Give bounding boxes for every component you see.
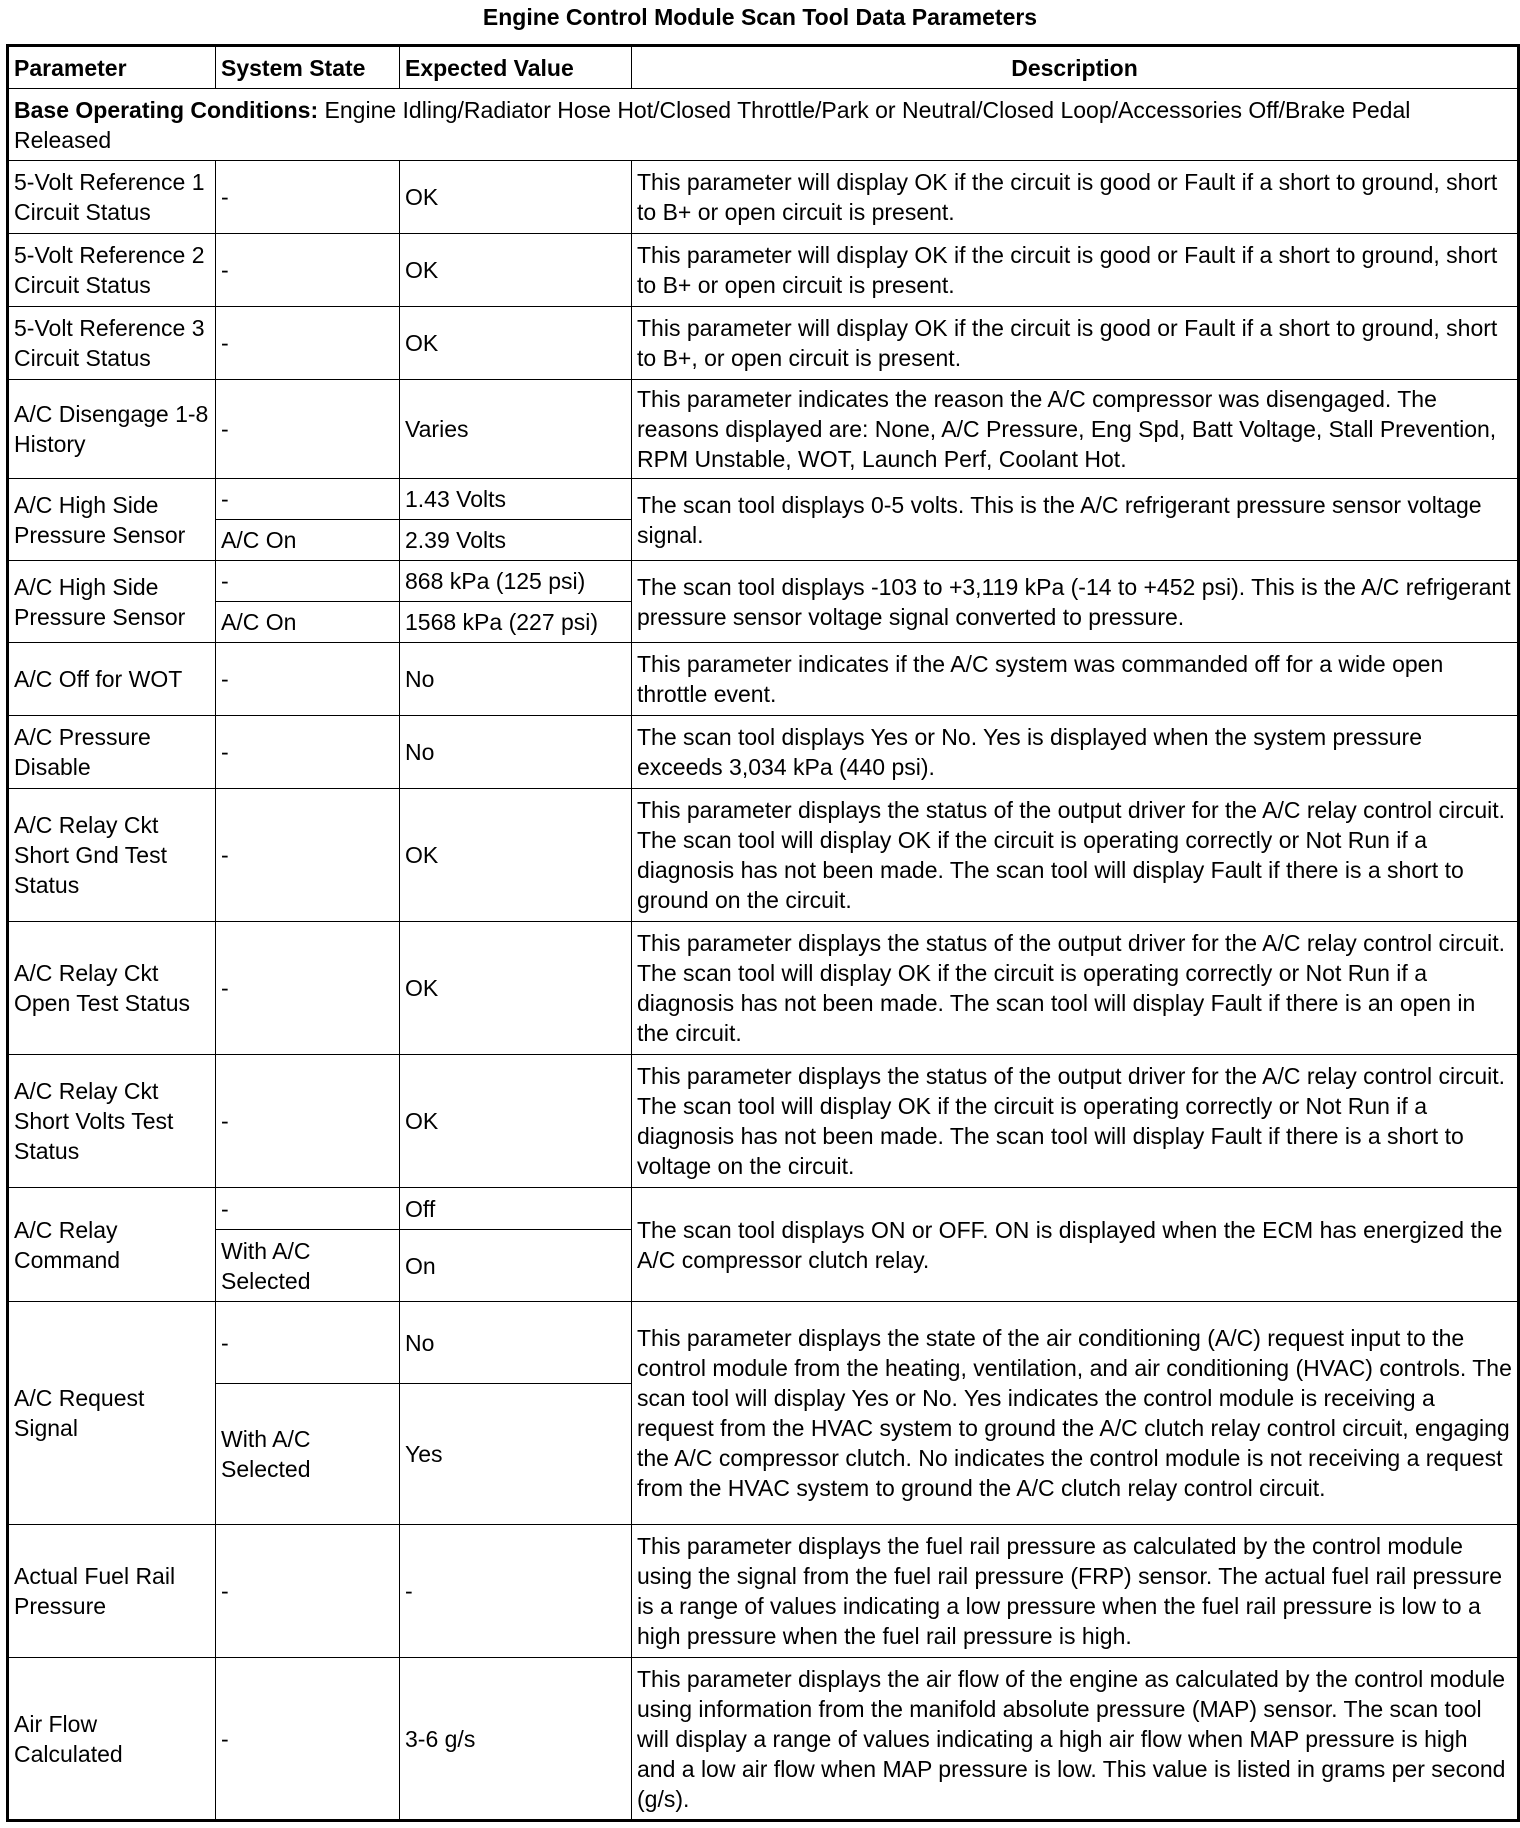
value-cell: No [400, 643, 632, 716]
state-cell: - [216, 234, 400, 307]
state-cell: - [216, 1658, 400, 1821]
state-cell: - [216, 1525, 400, 1658]
value-cell: No [400, 716, 632, 789]
state-cell: - [216, 307, 400, 380]
table-row [8, 922, 1519, 1055]
parameter-cell: A/C Disengage 1-8 History [8, 380, 216, 479]
value-cell: OK [400, 234, 632, 307]
description-cell: This parameter indicates if the A/C system was commanded off for a wide open throttle event. [632, 643, 1519, 716]
base-conditions-cell [8, 89, 1519, 161]
value-cell: 868 kPa (125 psi) [400, 561, 632, 602]
parameter-cell: A/C Off for WOT [8, 643, 216, 716]
state-cell: A/C On [216, 602, 400, 643]
parameter-cell: Air Flow Calculated [8, 1658, 216, 1821]
value-cell: 1568 kPa (227 psi) [400, 602, 632, 643]
table-row [8, 307, 1519, 380]
value-cell: No [400, 1302, 632, 1384]
state-cell: - [216, 161, 400, 234]
header-description: Description [632, 46, 1519, 89]
base-conditions-text: Engine Idling/Radiator Hose Hot/Closed Throttle/Park or Neutral/Closed Loop/Accessories Off/Brake Pedal Released [14, 96, 1411, 153]
description-cell: This parameter displays the air flow of the engine as calculated by the control module using information from the manifold absolute pressure (MAP) sensor. The scan tool will display a range of values indicating a high air flow when MAP pressure is high and a low air flow when MAP pressure is low. This value is listed in grams per second (g/s). [632, 1658, 1519, 1821]
table-row [8, 234, 1519, 307]
parameter-cell: A/C Relay Ckt Short Volts Test Status [8, 1055, 216, 1188]
parameter-cell: A/C High Side Pressure Sensor [8, 561, 216, 643]
value-cell: OK [400, 307, 632, 380]
table-row [8, 161, 1519, 234]
state-cell: - [216, 1055, 400, 1188]
description-cell: The scan tool displays 0-5 volts. This is the A/C refrigerant pressure sensor voltage signal. [632, 479, 1519, 561]
table-row [8, 789, 1519, 922]
state-cell: With A/C Selected [216, 1384, 400, 1525]
description-cell: This parameter indicates the reason the A/C compressor was disengaged. The reasons displayed are: None, A/C Pressure, Eng Spd, Batt Voltage, Stall Prevention, RPM Unstable, WOT, Launch Perf, Coolant Hot. [632, 380, 1519, 479]
parameter-cell: 5-Volt Reference 3 Circuit Status [8, 307, 216, 380]
page-title: Engine Control Module Scan Tool Data Parameters [482, 4, 1038, 30]
value-cell: 1.43 Volts [400, 479, 632, 520]
base-conditions-label: Base Operating Conditions: [14, 96, 319, 123]
description-cell: This parameter will display OK if the circuit is good or Fault if a short to ground, short to B+ or open circuit is present. [632, 234, 1519, 307]
parameter-cell: A/C Relay Ckt Short Gnd Test Status [8, 789, 216, 922]
state-cell: - [216, 1188, 400, 1230]
description-cell: This parameter displays the fuel rail pressure as calculated by the control module using the signal from the fuel rail pressure (FRP) sensor. The actual fuel rail pressure is a range of values indicating a low pressure when the fuel rail pressure is low to a high pressure when the fuel rail pressure is high. [632, 1525, 1519, 1658]
state-cell: With A/C Selected [216, 1230, 400, 1302]
description-cell: This parameter displays the status of the output driver for the A/C relay control circuit. The scan tool will display OK if the circuit is operating correctly or Not Run if a diagnosis has not been made. The scan tool will display Fault if there is an open in the circuit. [632, 922, 1519, 1055]
table-row [8, 380, 1519, 479]
table-row [8, 1055, 1519, 1188]
description-cell: The scan tool displays Yes or No. Yes is displayed when the system pressure exceeds 3,034 kPa (440 psi). [632, 716, 1519, 789]
parameter-cell: A/C Relay Command [8, 1188, 216, 1302]
state-cell: - [216, 380, 400, 479]
description-cell: The scan tool displays ON or OFF. ON is displayed when the ECM has energized the A/C compressor clutch relay. [632, 1188, 1519, 1302]
state-cell: - [216, 643, 400, 716]
description-cell: This parameter displays the state of the air conditioning (A/C) request input to the control module from the heating, ventilation, and air conditioning (HVAC) controls. The scan tool will display Yes or No. Yes indicates the control module is receiving a request from the HVAC system to ground the A/C clutch relay control circuit, engaging the A/C compressor clutch. No indicates the control module is not receiving a request from the HVAC system to ground the A/C clutch relay control circuit. [632, 1302, 1519, 1525]
value-cell: Yes [400, 1384, 632, 1525]
value-cell: 3-6 g/s [400, 1658, 632, 1821]
value-cell: - [400, 1525, 632, 1658]
table-row [8, 643, 1519, 716]
table-row [8, 716, 1519, 789]
table-row [8, 1188, 1519, 1230]
value-cell: OK [400, 1055, 632, 1188]
state-cell: - [216, 716, 400, 789]
parameter-cell: 5-Volt Reference 2 Circuit Status [8, 234, 216, 307]
state-cell: - [216, 922, 400, 1055]
table-row [8, 561, 1519, 602]
description-cell: This parameter displays the status of the output driver for the A/C relay control circuit. The scan tool will display OK if the circuit is operating correctly or Not Run if a diagnosis has not been made. The scan tool will display Fault if there is a short to ground on the circuit. [632, 789, 1519, 922]
header-row [8, 46, 1519, 89]
parameter-cell: A/C High Side Pressure Sensor [8, 479, 216, 561]
description-cell: The scan tool displays -103 to +3,119 kPa (-14 to +452 psi). This is the A/C refrigerant pressure sensor voltage signal converted to pressure. [632, 561, 1519, 643]
value-cell: On [400, 1230, 632, 1302]
parameter-cell: A/C Request Signal [8, 1302, 216, 1525]
value-cell: OK [400, 789, 632, 922]
value-cell: 2.39 Volts [400, 520, 632, 561]
value-cell: OK [400, 922, 632, 1055]
scan-tool-data-table [6, 44, 1520, 1822]
parameter-cell: A/C Relay Ckt Open Test Status [8, 922, 216, 1055]
state-cell: - [216, 479, 400, 520]
state-cell: - [216, 561, 400, 602]
description-cell: This parameter displays the status of the output driver for the A/C relay control circuit. The scan tool will display OK if the circuit is operating correctly or Not Run if a diagnosis has not been made. The scan tool will display Fault if there is a short to voltage on the circuit. [632, 1055, 1519, 1188]
header-system-state: System State [216, 46, 400, 89]
table-row [8, 1302, 1519, 1384]
parameter-cell: Actual Fuel Rail Pressure [8, 1525, 216, 1658]
parameter-cell: 5-Volt Reference 1 Circuit Status [8, 161, 216, 234]
table-row [8, 1658, 1519, 1821]
header-expected-value: Expected Value [400, 46, 632, 89]
description-cell: This parameter will display OK if the circuit is good or Fault if a short to ground, short to B+ or open circuit is present. [632, 161, 1519, 234]
value-cell: Varies [400, 380, 632, 479]
parameter-cell: A/C Pressure Disable [8, 716, 216, 789]
table-row [8, 479, 1519, 520]
table-row [8, 1525, 1519, 1658]
state-cell: - [216, 1302, 400, 1384]
value-cell: Off [400, 1188, 632, 1230]
header-parameter: Parameter [8, 46, 216, 89]
description-cell: This parameter will display OK if the circuit is good or Fault if a short to ground, short to B+, or open circuit is present. [632, 307, 1519, 380]
base-conditions-row [8, 89, 1519, 161]
state-cell: - [216, 789, 400, 922]
state-cell: A/C On [216, 520, 400, 561]
value-cell: OK [400, 161, 632, 234]
